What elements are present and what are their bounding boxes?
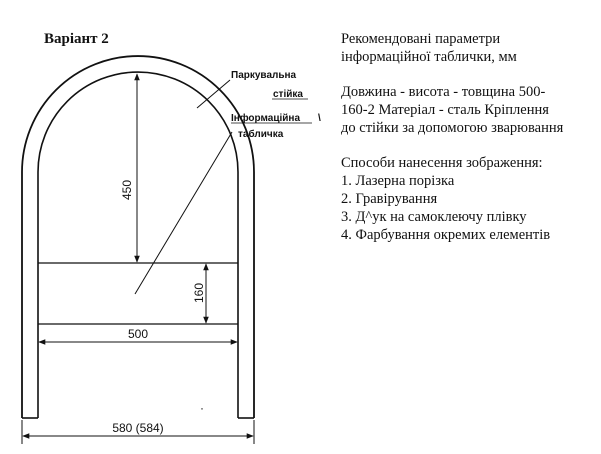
arch-post-outer xyxy=(22,56,254,418)
arch-post-inner xyxy=(38,72,238,418)
label-parking-post-line1: Паркувальна xyxy=(231,70,297,81)
notes-spec-line1: Довжина - висота - товщина 500- xyxy=(341,84,546,100)
notes-header-line1: Рекомендовані параметри xyxy=(341,31,501,47)
stray-mark: · xyxy=(200,401,204,415)
dim-plate-height-text: 160 xyxy=(192,282,206,304)
dim-plate-width-text: 500 xyxy=(127,327,149,341)
method-item: 1. Лазерна порізка xyxy=(341,173,455,189)
leader-info-plate xyxy=(135,132,232,294)
variant-title: Варіант 2 xyxy=(44,31,109,47)
method-item: 3. Д^ук на самоклеючу плівку xyxy=(341,209,527,225)
method-item: 4. Фарбування окремих елементів xyxy=(341,227,551,243)
label-info-plate-backslash: \ xyxy=(318,113,321,124)
dim-arch-height-text: 450 xyxy=(120,179,134,201)
method-item: 2. Гравірування xyxy=(341,191,438,207)
label-parking-post-line2: стійка xyxy=(273,89,303,100)
notes-spec-line3: до стійки за допомогою зварювання xyxy=(341,120,564,136)
recommended-parameters xyxy=(341,30,599,244)
methods-title: Способи нанесення зображення: xyxy=(341,155,543,171)
label-info-plate-line1: Інформаційна xyxy=(231,113,301,124)
label-info-plate-line2: табличка xyxy=(238,129,284,140)
dim-total-width-text: 580 (584) xyxy=(112,421,164,435)
notes-spec-line2: 160-2 Матеріал - сталь Кріплення xyxy=(341,102,549,118)
notes-header-line2: інформаційної таблички, мм xyxy=(341,49,517,65)
